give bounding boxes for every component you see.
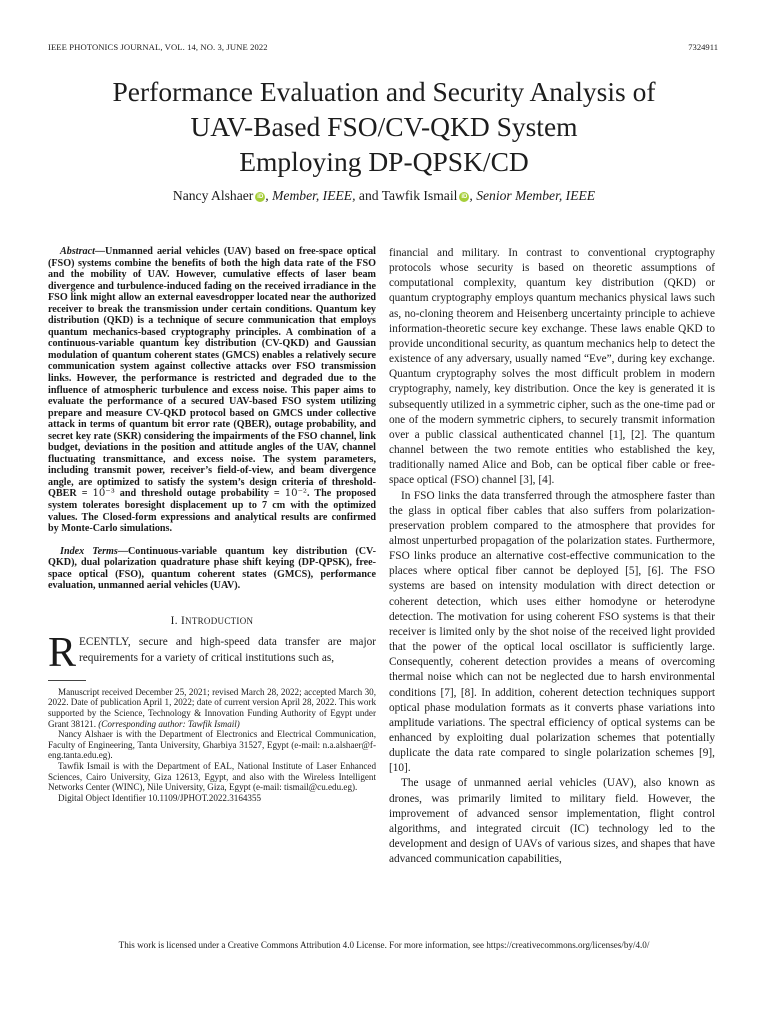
license-footer: This work is licensed under a Creative Commons Attribution 4.0 License. For more information, see https://creativecommons.org/licenses/by/4.0/ (118, 940, 650, 950)
author-list (40, 188, 728, 204)
corresponding-author: (Corresponding author: Tawfik Ismail) (98, 718, 240, 729)
orcid-icon[interactable]: iD (461, 194, 468, 200)
index-terms: Index Terms—Continuous-variable quantum key distribution (CV-QKD), dual polarization quadrature phase shift keying (DP-QPSK), free-space optical (FSO), quantum coherent states (GMCS), performance evaluation, unmanned aerial vehicles (UAV). (48, 545, 376, 592)
footnote-affiliation: Tawfik Ismail is with the Department of EAL, National Institute of Laser Enhanced Sciences, Cairo University, Giza 12613, Egypt, and also with the Wireless Intelligent Networks Center (WINC), Nile University, Giza, Egypt (e-mail: tismail@cu.edu.eg). (48, 760, 376, 793)
abstract-label: Abstract (60, 246, 95, 257)
article-number: 7324911 (688, 42, 718, 52)
drop-cap: R (48, 630, 77, 677)
orcid-icon[interactable]: iD (257, 194, 264, 200)
equation: 10⁻³ (92, 488, 115, 500)
paper-title (40, 74, 728, 179)
left-column (48, 246, 376, 803)
index-terms-text: Continuous-variable quantum key distribution (CV-QKD), dual polarization quadrature phase shift keying (DP-QPSK), free-space optical (FSO), quantum coherent states (GMCS), performance evaluation, unmanned aerial vehicles (UAV). (48, 545, 376, 592)
title-line-1: Performance Evaluation and Security Analysis of (112, 76, 656, 107)
author-name: Nancy Alshaer (172, 188, 254, 203)
body-paragraph: In FSO links the data transferred through the atmosphere faster than the glass in optical fiber cables that also suffers from polarization-preservation problem compared to the atmosphere that provides for almost unperturbed propagation of the polarization states. Furthermore, FSO links produce an alternative cost-effective communication to the places where optical fiber cannot be deployed [5], [6]. The FSO systems are based on intensity modulation with direct detection or coherent detection, which uses either homodyne or heterodyne detection. The motivation for using coherent FSO systems is that their receiver is limited only by the shot noise of the received light provided that the power of the optical local oscillator is sufficiently large. Consequently, coherent detection provides a means of overcoming thermal noise which can not be neglected due to harsh environmental conditions [7], [8]. In addition, coherent detection techniques support optical phase modulation formats as it converts phase variations into amplitude variations. The spectral efficiency of optical systems can be enhanced by exploiting dual polarization schemes that potentially duplicate the data rate compared to single polarization schemes [9], [10]. (389, 489, 715, 775)
author-role: , Member, IEEE, (265, 188, 356, 203)
running-header: IEEE PHOTONICS JOURNAL, VOL. 14, NO. 3, JUNE 2022 (48, 42, 268, 52)
right-column (389, 246, 715, 867)
abstract-text: Unmanned aerial vehicles (UAV) based on free-space optical (FSO) systems combine the benefits of both the high data rate of the FSO and the mobility of UAV. However, cumulative effects of laser beam divergence and turbulence-induced fading on the received irradiance in the FSO link might allow an external eavesdropper located near the authorized receiver to break the transmission under certain conditions. Quantum key distribution (QKD) is a technique of secure communication that employs quantum mechanics-based cryptography principles. A combination of a continuous-variable quantum key distribution (CV-QKD) and Gaussian modulation of quantum coherent states (GMCS) enables a relatively secure communication system against collective attacks over FSO transmission links. However, the performance is restricted and degraded due to the influence of atmospheric turbulence and excess noise. This paper aims to evaluate the performance of a secured UAV-based FSO system utilizing prepare and measure CV-QKD protocol based on GMCS under collective attack in terms of quantum bit error rate (QBER), outage probability, and secret key rate (SKR) considering the impairments of the FSO channel, link budget, deviations in the position and attitude angles of the UAV, channel fluctuating transmittance, and excess noise. The system parameters, including transmit power, receiver’s field-of-view, and beam divergence angle, are optimized to satisfy the system’s design criteria of threshold-QBER = (48, 246, 376, 500)
title-line-2: UAV-Based FSO/CV-QKD System (190, 111, 578, 142)
title-line-3: Employing DP-QPSK/CD (239, 146, 529, 177)
abstract: Abstract—Unmanned aerial vehicles (UAV) based on free-space optical (FSO) systems combine the benefits of both the high data rate of the FSO and the mobility of UAV. However, cumulative effects of laser beam divergence and turbulence-induced fading on the received irradiance in the FSO link might allow an external eavesdropper located near the authorized receiver to break the transmission under certain conditions. Quantum key distribution (QKD) is a technique of secure communication that employs quantum mechanics-based cryptography principles. A combination of a continuous-variable quantum key distribution (CV-QKD) and Gaussian modulation of quantum coherent states (GMCS) enables a relatively secure communication system against collective attacks over FSO transmission links. However, the performance is restricted and degraded due to the influence of atmospheric turbulence and excess noise. This paper aims to evaluate the performance of a secured UAV-based FSO system utilizing prepare and measure CV-QKD protocol based on GMCS under collective attack in terms of quantum bit error rate (QBER), outage probability, and secret key rate (SKR) considering the impairments of the FSO channel, link budget, deviations in the position and attitude angles of the UAV, channel fluctuating transmittance, and excess noise. The system parameters, including transmit power, receiver’s field-of-view, and beam divergence angle, are optimized to satisfy the system’s design criteria of threshold-QBER = 10⁻³ and threshold outage probability = 10⁻². The proposed system tolerates boresight displacement up to 7 cm with the optimized values. The Closed-form expressions and analytical results are confirmed by Monte-Carlo simulations. (48, 246, 376, 535)
author-conjunction: and (355, 188, 382, 203)
author-name: Tawfik Ismail (381, 188, 458, 203)
doi[interactable]: Digital Object Identifier 10.1109/JPHOT.2022.3164355 (58, 792, 262, 803)
footnote-divider (48, 680, 86, 681)
body-paragraph: financial and military. In contrast to conventional cryptography protocols whose security is based on theoretic assumptions of computational complexity, quantum key distribution (QKD) or quantum cryptography employs quantum mechanics physical laws such as, no-cloning theorem and Heisenberg uncertainty principle to achieve information-theoretic secure key exchange. These laws enable QKD to provide unconditional security, as quantum mechanics help to detect the existence of any adversary, usually named “Eve”, during key exchange. Quantum cryptography solves the most difficult problem in modern cryptography, namely, key distribution. Once the key is generated it is subsequently utilized in a symmetric cipher, such as the one-time pad or one of the modern symmetric ciphers, to securely transmit information over a public classical authenticated channel [1], [2]. The quantum channel between the two remote entities who established the key, traditionally named Alice and Bob, can be optical fiber cable or free-space optical (FSO) channel [3], [4]. (389, 247, 715, 487)
author-role: , Senior Member, IEEE (469, 188, 596, 203)
section-heading: I. INTRODUCTION (170, 614, 254, 627)
index-terms-label: Index Terms (60, 545, 118, 557)
footnote-affiliation: Nancy Alshaer is with the Department of Electronics and Electrical Communication, Faculty of Engineering, Tanta University, Gharbiya 31527, Egypt (e-mail: n.a.alshaer@f-eng.tanta.edu.eg). (48, 729, 376, 761)
footnote-received: Manuscript received December 25, 2021; revised March 28, 2022; accepted March 30, 2022. Date of publication April 1, 2022; date of current version April 28, 2022. This work supported by the Science, Technology & Innovation Funding Authority of Egypt under Grant 38121. (Corresponding author: Tawfik Ismail) (48, 686, 376, 729)
body-paragraph: The usage of unmanned aerial vehicles (UAV), also known as drones, was primarily limited to military field. However, the improvement of advanced sensor implementation, flight control algorithms, and integrated circuit (IC) technology led to the development and design of UAVs of various sizes, and shapes that have advanced communication capabilities, (389, 777, 715, 866)
equation: 10⁻² (284, 488, 307, 500)
intro-paragraph: RECENTLY, secure and high-speed data transfer are major requirements for a variety of critical institutions such as, (48, 630, 376, 677)
